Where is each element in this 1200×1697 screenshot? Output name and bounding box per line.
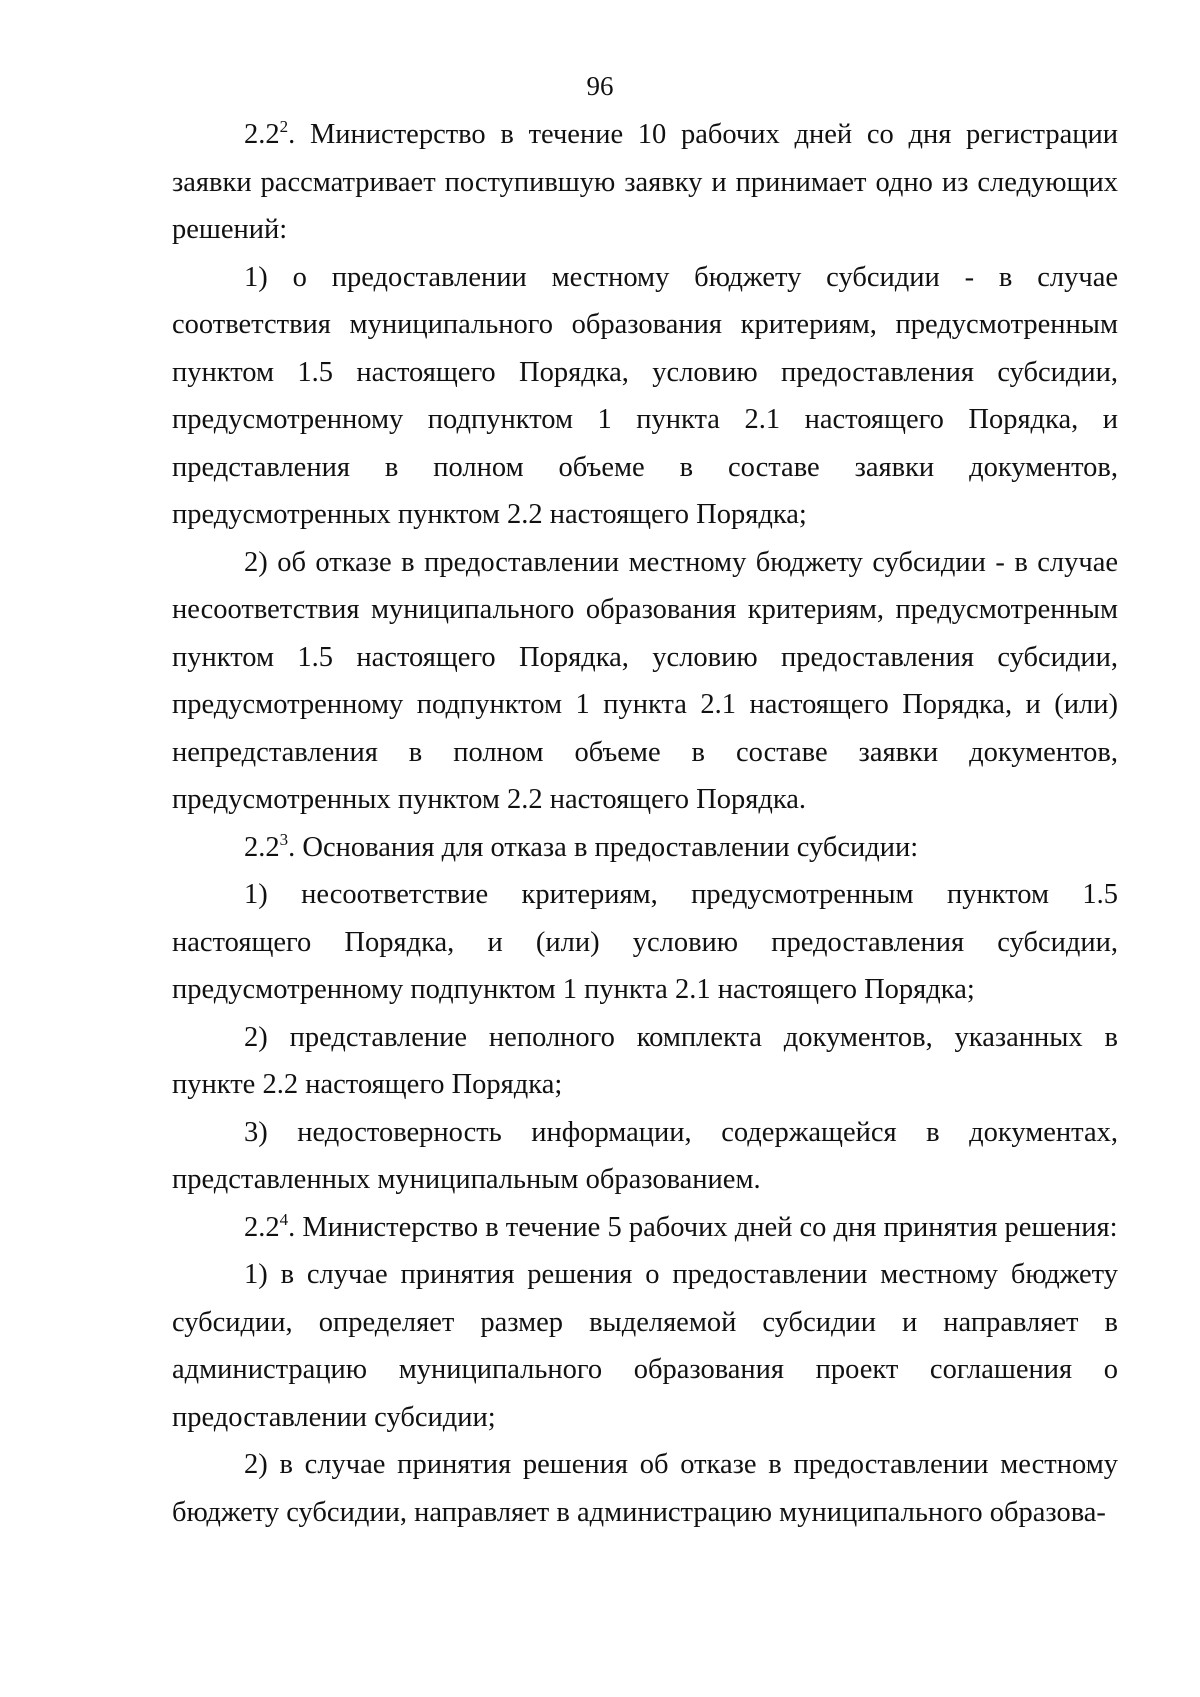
clause-number: 2.2 — [244, 1211, 280, 1243]
paragraph-text: . Министерство в течение 10 рабочих дней со дня регистрации заявки рассматривает поступившую заявку и принимает одно из следующих решений: — [172, 119, 1118, 245]
paragraph-text: 1) несоответствие критериям, предусмотренным пунктом 1.5 настоящего Порядка, и (или) условию предоставления субсидии, предусмотренному подпунктом 1 пункта 2.1 настоящего Порядка; — [172, 879, 1118, 1005]
list-item-refusal-ground-1 — [172, 871, 1118, 1014]
document-body — [172, 111, 1118, 1536]
clause-superscript: 4 — [279, 1209, 289, 1229]
paragraph-2-2-4 — [172, 1204, 1118, 1252]
clause-superscript: 2 — [279, 117, 289, 136]
list-item-refusal-ground-2 — [172, 1014, 1118, 1109]
clause-number: 2.2 — [244, 831, 280, 863]
paragraph-text: 2) в случае принятия решения об отказе в предоставлении местному бюджету субсидии, направляет в администрацию муниципального образова- — [172, 1449, 1118, 1528]
list-item-decision-refusal — [172, 539, 1118, 824]
paragraph-text: 2) об отказе в предоставлении местному бюджету субсидии - в случае несоответствия муниципального образования критериям, предусмотренным пунктом 1.5 настоящего Порядка, условию предоставления субсидии, предусмотренному подпунктом 1 пункта 2.1 настоящего Порядка, и (или) непредставления в полном объеме в составе заявки документов, предусмотренных пунктом 2.2 настоящего Порядка. — [172, 546, 1118, 815]
list-item-decision-grant — [172, 254, 1118, 539]
paragraph-text: 3) недостоверность информации, содержащейся в документах, представленных муниципальным образованием. — [172, 1116, 1118, 1195]
paragraph-text: 1) в случае принятия решения о предоставлении местному бюджету субсидии, определяет размер выделяемой субсидии и направляет в администрацию муниципального образования проект соглашения о предоставлении субсидии; — [172, 1259, 1118, 1433]
paragraph-2-2-2 — [172, 111, 1118, 254]
page-number: 96 — [586, 71, 614, 101]
paragraph-text: . Основания для отказа в предоставлении субсидии: — [288, 831, 919, 863]
paragraph-text: 1) о предоставлении местному бюджету субсидии - в случае соответствия муниципального образования критериям, предусмотренным пунктом 1.5 настоящего Порядка, условию предоставления субсидии, предусмотренному подпунктом 1 пункта 2.1 настоящего Порядка, и представления в полном объеме в составе заявки документов, предусмотренных пунктом 2.2 настоящего Порядка; — [172, 261, 1118, 530]
clause-number: 2.2 — [244, 119, 280, 150]
list-item-action-refusal — [172, 1441, 1118, 1536]
paragraph-text: 2) представление неполного комплекта документов, указанных в пункте 2.2 настоящего Порядка; — [172, 1021, 1118, 1100]
paragraph-text: . Министерство в течение 5 рабочих дней со дня принятия решения: — [288, 1211, 1118, 1243]
list-item-refusal-ground-3 — [172, 1109, 1118, 1204]
list-item-action-grant — [172, 1251, 1118, 1441]
clause-superscript: 3 — [279, 829, 289, 849]
paragraph-2-2-3 — [172, 824, 1118, 872]
